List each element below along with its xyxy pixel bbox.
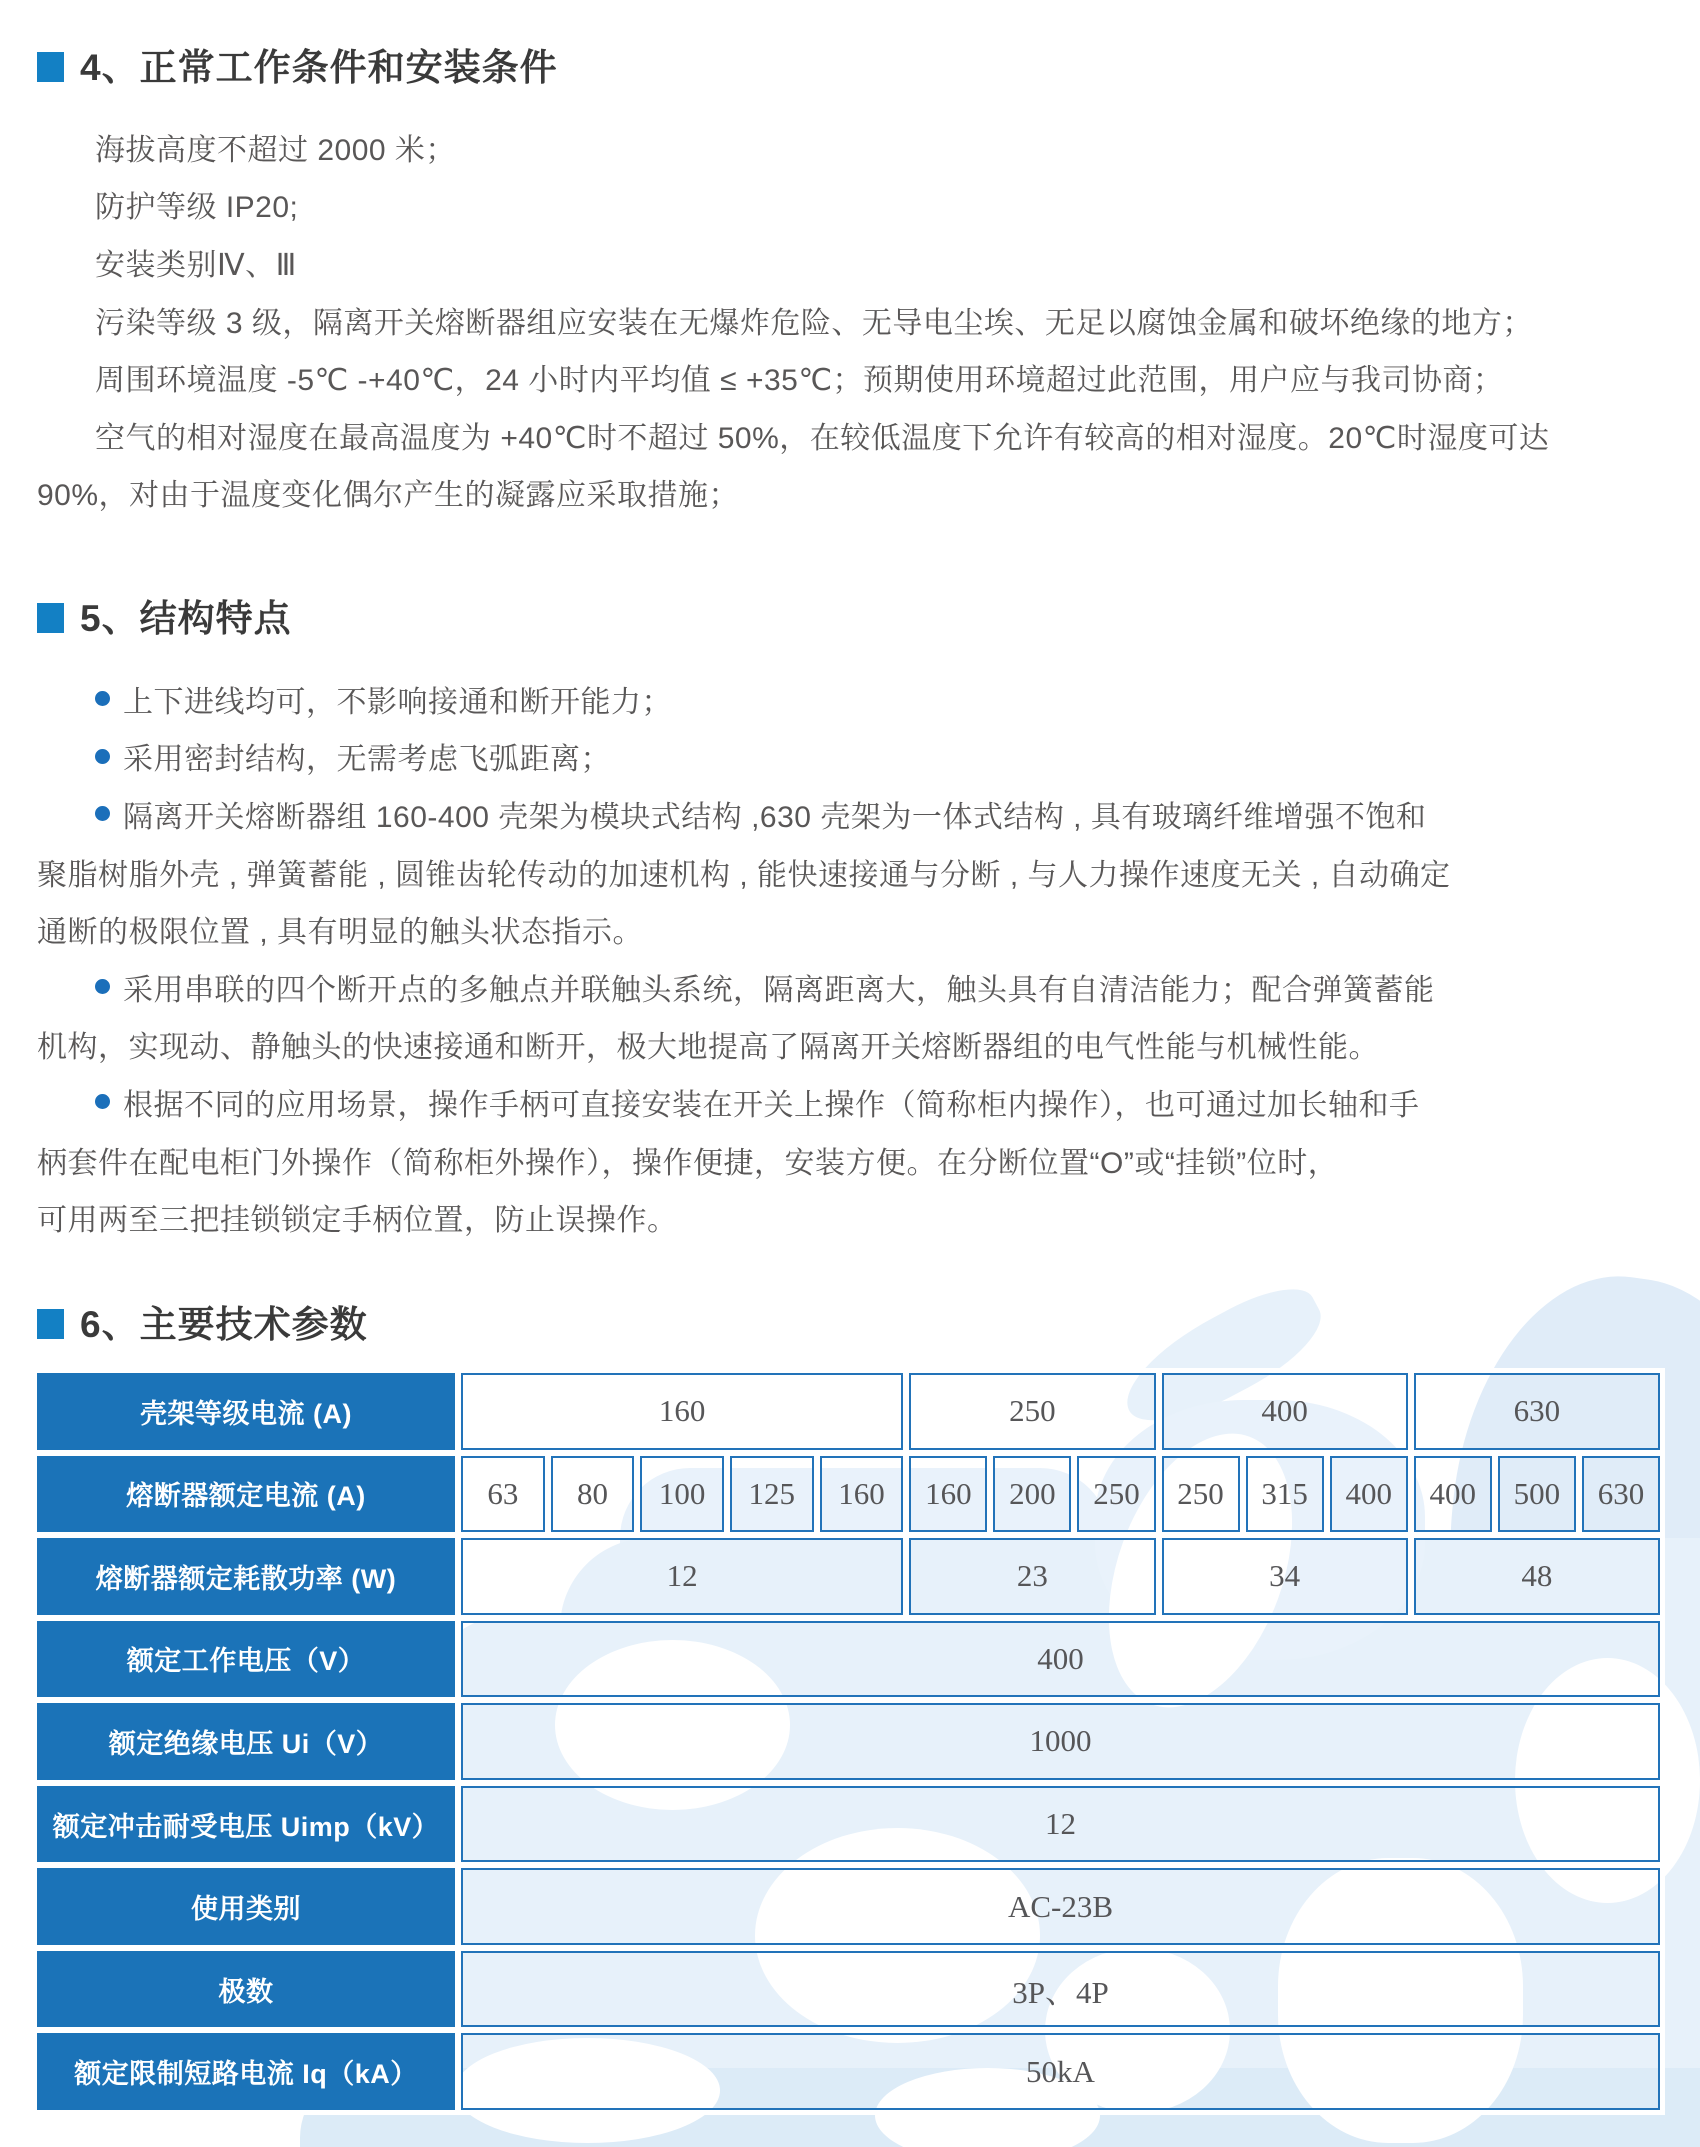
text-line: 防护等级 IP20;: [95, 191, 299, 225]
text-line: 机构，实现动、静触头的快速接通和断开，极大地提高了隔离开关熔断器组的电气性能与机械性能。: [37, 1031, 1379, 1065]
table-cell: 630: [1414, 1373, 1660, 1450]
table-cell: 315: [1246, 1456, 1324, 1533]
section-5-body: [37, 670, 1665, 1246]
text-line: 柄套件在配电柜门外操作（简称柜外操作），操作便捷，安装方便。在分断位置“O”或“挂锁”位时，: [37, 1146, 1339, 1180]
table-cell: 12: [461, 1786, 1660, 1863]
text-line: 通断的极限位置 , 具有明显的触头状态指示。: [37, 916, 644, 950]
table-cell: 500: [1498, 1456, 1576, 1533]
table-cell: 250: [1162, 1456, 1240, 1533]
bullet-icon: [95, 806, 110, 821]
row-label: 使用类别: [37, 1868, 455, 1945]
table-cell: AC-23B: [461, 1868, 1660, 1945]
table-cell: 160: [909, 1456, 987, 1533]
text-line: 安装类别Ⅳ、Ⅲ: [95, 248, 297, 282]
text-line: 90%，对由于温度变化偶尔产生的凝露应采取措施；: [37, 479, 740, 513]
table-cell: 100: [640, 1456, 724, 1533]
bullet-line: 采用密封结构，无需考虑飞弧距离；: [37, 728, 1665, 786]
row-label: 额定限制短路电流 Iq（kA）: [37, 2033, 455, 2110]
table-cell: 160: [820, 1456, 904, 1533]
table-cell: 63: [461, 1456, 545, 1533]
section-title-text: 4、正常工作条件和安装条件: [80, 47, 558, 88]
section-4-title: [37, 46, 558, 90]
row-label: 极数: [37, 1951, 455, 2028]
section-5-title: [37, 597, 292, 641]
table-cell: 630: [1582, 1456, 1660, 1533]
table-cell: 400: [1162, 1373, 1408, 1450]
blue-square-icon: [37, 52, 64, 82]
technical-parameters-table: [37, 1373, 1660, 2110]
row-label: 熔断器额定电流 (A): [37, 1456, 455, 1533]
text-line: 空气的相对湿度在最高温度为 +40℃时不超过 50%，在较低温度下允许有较高的相对湿度。20℃时湿度可达: [95, 421, 1550, 455]
table-cell: 1000: [461, 1703, 1660, 1780]
section-6-title: [37, 1303, 368, 1347]
bullet-icon: [95, 749, 110, 764]
table-cell: 400: [1330, 1456, 1408, 1533]
row-label: 额定冲击耐受电压 Uimp（kV）: [37, 1786, 455, 1863]
text-line: 污染等级 3 级，隔离开关熔断器组应安装在无爆炸危险、无导电尘埃、无足以腐蚀金属和破坏绝缘的地方；: [95, 306, 1533, 340]
row-label: 额定工作电压（V）: [37, 1621, 455, 1698]
section-4-body: [37, 118, 1665, 521]
blue-square-icon: [37, 1309, 64, 1339]
text-line: 海拔高度不超过 2000 米；: [95, 133, 456, 167]
bullet-icon: [95, 691, 110, 706]
section-title-text: 6、主要技术参数: [80, 1304, 368, 1345]
table-cell: 23: [909, 1538, 1155, 1615]
row-label: 熔断器额定耗散功率 (W): [37, 1538, 455, 1615]
table-cell: 160: [461, 1373, 903, 1450]
text-line: 可用两至三把挂锁锁定手柄位置，防止误操作。: [37, 1204, 678, 1238]
table-cell: 400: [1414, 1456, 1492, 1533]
text-line: 周围环境温度 -5℃ -+40℃，24 小时内平均值 ≤ +35℃；预期使用环境超过此范围，用户应与我司协商；: [95, 364, 1504, 398]
table-cell: 48: [1414, 1538, 1660, 1615]
table-cell: 34: [1162, 1538, 1408, 1615]
bullet-icon: [95, 979, 110, 994]
bullet-icon: [95, 1094, 110, 1109]
table-cell: 125: [730, 1456, 814, 1533]
table-cell: 250: [909, 1373, 1155, 1450]
table-cell: 250: [1077, 1456, 1155, 1533]
table-cell: 400: [461, 1621, 1660, 1698]
table-cell: 80: [551, 1456, 635, 1533]
blue-square-icon: [37, 603, 64, 633]
row-label: 壳架等级电流 (A): [37, 1373, 455, 1450]
table-cell: 50kA: [461, 2033, 1660, 2110]
text-line: 聚脂树脂外壳 , 弹簧蓄能 , 圆锥齿轮传动的加速机构 , 能快速接通与分断 , 与人力操作速度无关 , 自动确定: [37, 858, 1451, 892]
bullet-line: 隔离开关熔断器组 160-400 壳架为模块式结构 ,630 壳架为一体式结构 , 具有玻璃纤维增强不饱和: [37, 785, 1665, 843]
bullet-line: 上下进线均可，不影响接通和断开能力；: [37, 670, 1665, 728]
row-label: 额定绝缘电压 Ui（V）: [37, 1703, 455, 1780]
table-cell: 200: [993, 1456, 1071, 1533]
table-cell: 3P、4P: [461, 1951, 1660, 2028]
table-cell: 12: [461, 1538, 903, 1615]
bullet-line: 采用串联的四个断开点的多触点并联触头系统，隔离距离大，触头具有自清洁能力；配合弹簧蓄能: [37, 958, 1665, 1016]
section-title-text: 5、结构特点: [80, 598, 292, 639]
bullet-line: 根据不同的应用场景，操作手柄可直接安装在开关上操作（简称柜内操作），也可通过加长轴和手: [37, 1073, 1665, 1131]
